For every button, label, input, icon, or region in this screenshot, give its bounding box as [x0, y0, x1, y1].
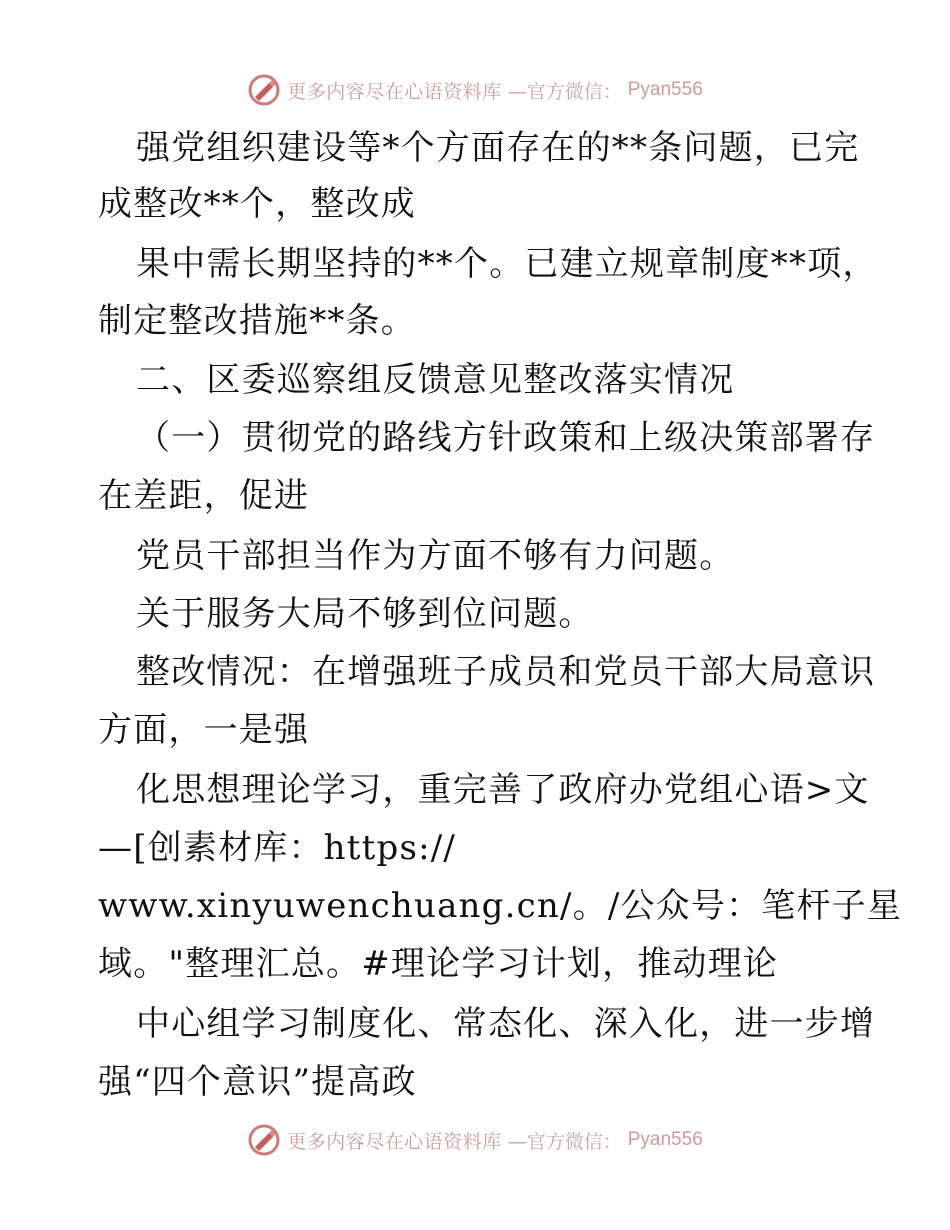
text-line: 方面，一是强 — [98, 710, 310, 750]
watermark-logo-icon — [247, 1123, 281, 1157]
section-heading: 二、区委巡察组反馈意见整改落实情况 — [136, 360, 735, 400]
text-line: 强党组织建设等*个方面存在的**条问题，已完 — [136, 128, 860, 168]
watermark-title: 更多内容尽在心语资料库 — [287, 1130, 502, 1153]
watermark-separator: —官方微信： — [507, 80, 622, 103]
text-line: 制定整改措施**条。 — [98, 301, 416, 341]
watermark-footer — [0, 1120, 950, 1160]
watermark-account: Pyan556 — [627, 79, 703, 100]
text-line: 成整改**个，整改成 — [98, 184, 416, 224]
text-line: —[创素材库：https:// — [98, 828, 457, 868]
text-line: 整改情况：在增强班子成员和党员干部大局意识 — [136, 652, 876, 692]
text-line: 党员干部担当作为方面不够有力问题。 — [136, 536, 735, 576]
watermark-separator: —官方微信： — [507, 1130, 622, 1153]
text-line: 强“四个意识”提高政 — [98, 1062, 417, 1102]
watermark-title: 更多内容尽在心语资料库 — [287, 80, 502, 103]
text-line: 在差距，促进 — [98, 476, 310, 516]
text-line: 化思想理论学习，重完善了政府办党组心语>文 — [136, 770, 870, 810]
text-line: 果中需长期坚持的**个。已建立规章制度**项， — [136, 244, 878, 284]
subsection-heading: （一）贯彻党的路线方针政策和上级决策部署存 — [136, 418, 876, 458]
text-line: www.xinyuwenchuang.cn/。/公众号：笔杆子星 — [98, 886, 903, 926]
text-line: 中心组学习制度化、常态化、深入化，进一步增 — [136, 1004, 876, 1044]
text-line: 域。"整理汇总。#理论学习计划，推动理论 — [98, 944, 779, 984]
text-line: 关于服务大局不够到位问题。 — [136, 594, 594, 634]
watermark-account: Pyan556 — [627, 1129, 703, 1150]
